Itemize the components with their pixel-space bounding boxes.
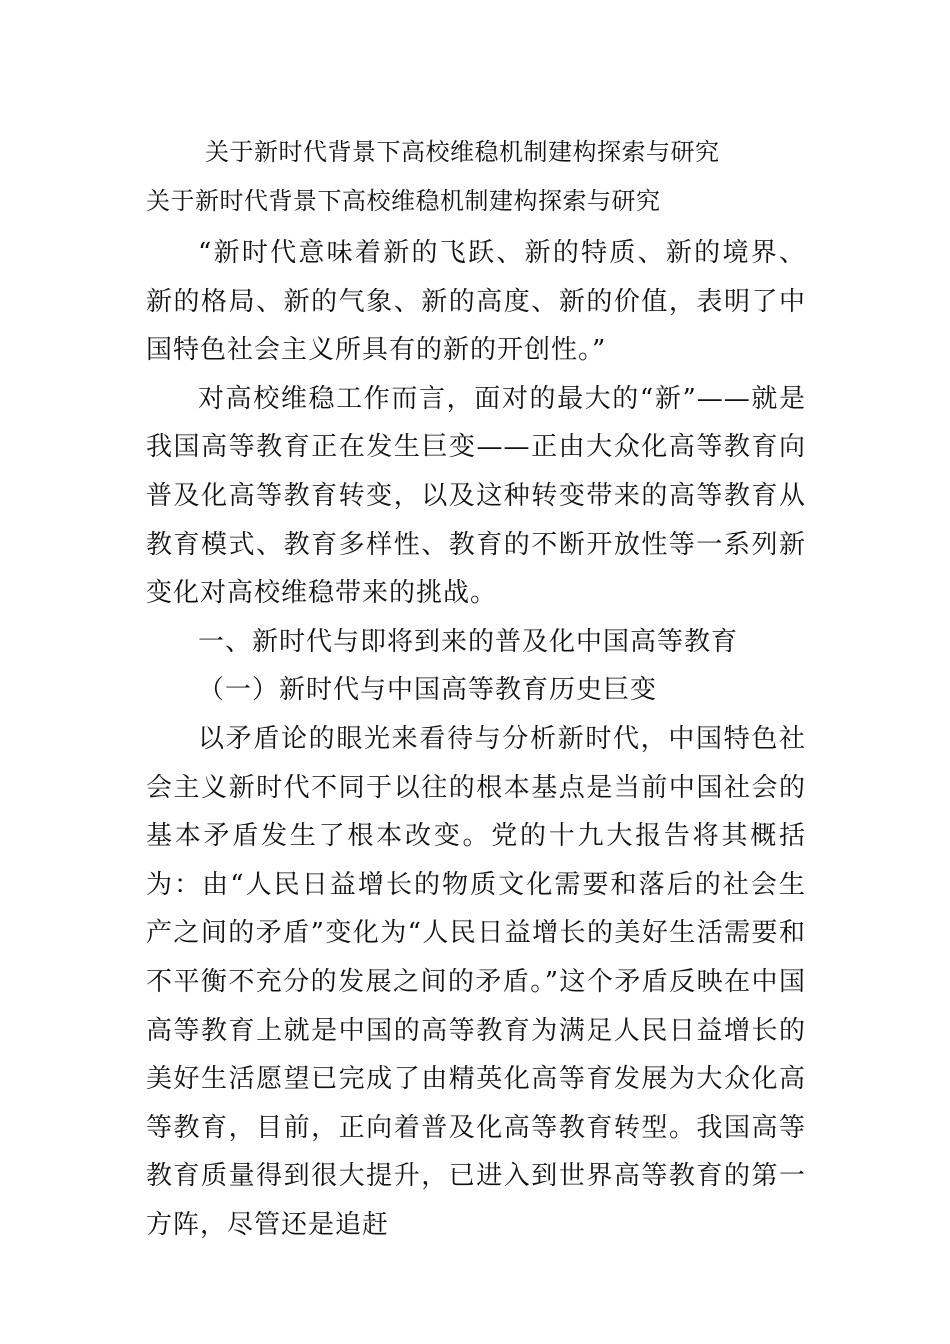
paragraph-challenge: 对高校维稳工作而言，面对的最大的“新”——就是我国高等教育正在发生巨变——正由大众化高等教育向普及化高等教育转变，以及这种转变带来的高等教育从教育模式、教育多样性、教育的不断开放性等一系列新变化对高校维稳带来的挑战。 <box>146 383 806 609</box>
paragraph-contradiction: 以矛盾论的眼光来看待与分析新时代，中国特色社会主义新时代不同于以往的根本基点是当前中国社会的基本矛盾发生了根本改变。党的十九大报告将其概括为：由“人民日益增长的物质文化需要和落后的社会生产之间的矛盾”变化为“人民日益增长的美好生活需要和不平衡不充分的发展之间的矛盾。”这个矛盾反映在中国高等教育上就是中国的高等教育为满足人民日益增长的美好生活愿望已完成了由精英化高等育发展为大众化高等教育，目前，正向着普及化高等教育转型。我国高等教育质量得到很大提升，已进入到世界高等教育的第一方阵，尽管还是追赶 <box>146 723 806 1240</box>
paragraph-quote: “新时代意味着新的飞跃、新的特质、新的境界、新的格局、新的气象、新的高度、新的价值，表明了中国特色社会主义所具有的新的开创性。” <box>146 238 806 366</box>
subsection-heading-1: （一）新时代与中国高等教育历史巨变 <box>198 675 658 706</box>
document-subtitle: 关于新时代背景下高校维稳机制建构探索与研究 <box>146 187 661 215</box>
document-body <box>146 229 806 1249</box>
section-heading-1: 一、新时代与即将到来的普及化中国高等教育 <box>198 626 739 657</box>
document-title: 关于新时代背景下高校维稳机制建构探索与研究 <box>205 138 720 166</box>
